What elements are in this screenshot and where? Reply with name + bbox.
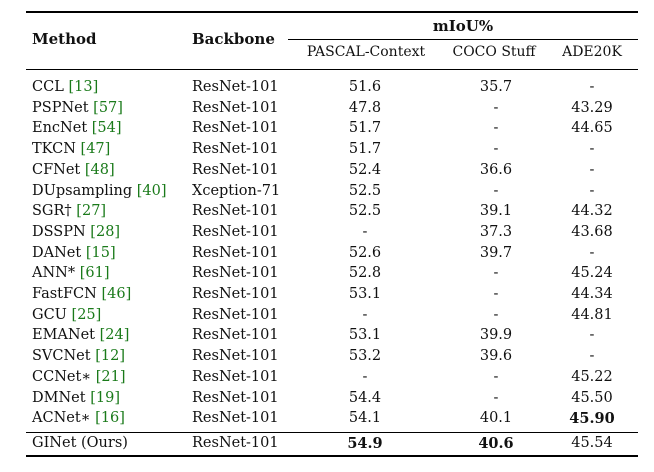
method-name (32, 181, 167, 202)
method-label: GCU (32, 306, 67, 323)
cite-bracket: ] (119, 410, 125, 427)
citation-link[interactable]: 16 (100, 410, 120, 427)
table-row (26, 160, 638, 181)
ade20k-value: 44.32 (571, 203, 613, 220)
method-label: SVCNet (32, 348, 91, 365)
backbone: ResNet-101 (192, 368, 279, 385)
ade20k-value: 45.90 (569, 410, 615, 428)
table-row (26, 263, 638, 284)
ade20k-value: 45.54 (571, 435, 613, 451)
coco-stuff-value: 40.6 (478, 435, 514, 452)
cite-bracket: [ (85, 244, 92, 261)
cite-bracket: ] (95, 306, 102, 323)
ade20k-value: - (589, 348, 595, 365)
ade20k-value: - (589, 244, 595, 261)
pascal-context-value: 54.4 (348, 389, 382, 406)
method-name (32, 139, 110, 160)
header-ade20k: ADE20K (562, 44, 622, 60)
method-name: GINet (Ours) (32, 435, 128, 451)
method-name (32, 284, 131, 305)
method-name (32, 222, 120, 243)
cite-bracket: ] (119, 368, 126, 385)
coco-stuff-value: 39.7 (479, 244, 513, 261)
cite-bracket: ] (103, 265, 110, 282)
citation-link[interactable]: 12 (100, 348, 120, 365)
method-name (32, 305, 101, 326)
method-name (32, 263, 110, 284)
cite-bracket: ] (115, 120, 122, 137)
coco-stuff-value: - (493, 286, 499, 302)
backbone: ResNet-101 (192, 327, 279, 344)
cite-bracket: ] (92, 79, 99, 95)
method-label: DMNet (32, 389, 86, 406)
cite-bracket: ] (119, 348, 126, 365)
coco-stuff-value: 40.1 (479, 410, 513, 427)
ade20k-value: 43.68 (571, 223, 613, 240)
method-label: EncNet (32, 120, 88, 137)
bottom-rule (26, 455, 638, 457)
cite-bracket: [ (90, 389, 96, 406)
method-label: DUpsampling (32, 182, 133, 199)
cite-bracket: [ (68, 79, 75, 95)
cite-bracket: [ (76, 203, 82, 220)
cite-bracket: ] (109, 244, 116, 261)
method-name (32, 408, 125, 429)
backbone: ResNet-101 (192, 223, 279, 240)
method-label: FastFCN (32, 286, 97, 302)
citation-link[interactable]: 54 (97, 120, 116, 137)
cite-bracket: [ (71, 306, 78, 323)
top-rule (26, 11, 638, 13)
cite-bracket: [ (95, 410, 101, 427)
ade20k-value: - (589, 79, 595, 95)
table-row (26, 284, 638, 305)
pascal-context-value: 52.4 (348, 161, 382, 178)
cite-bracket: [ (79, 265, 86, 282)
pascal-context-value: 47.8 (348, 99, 382, 116)
backbone: ResNet-101 (192, 389, 279, 406)
method-label: ANN* (32, 265, 76, 282)
method-label: CCL (32, 79, 64, 95)
cite-bracket: [ (95, 348, 101, 365)
results-table (26, 0, 638, 472)
cite-bracket: ] (125, 286, 132, 302)
pascal-context-value: 54.9 (347, 435, 383, 452)
table-row (26, 325, 638, 346)
cite-bracket: ] (160, 182, 167, 199)
backbone: ResNet-101 (192, 99, 279, 116)
citation-link[interactable]: 21 (101, 368, 120, 385)
ade20k-value: 45.22 (571, 368, 613, 385)
ade20k-value: 45.50 (571, 389, 613, 406)
ade20k-value: 44.65 (571, 120, 613, 137)
cite-bracket: [ (136, 182, 143, 199)
table-row (26, 98, 638, 119)
table-row (26, 243, 638, 264)
citation-link[interactable]: 57 (98, 99, 118, 116)
method-label: TKCN (32, 141, 76, 158)
pascal-context-value: 54.1 (348, 410, 382, 427)
method-name (32, 243, 116, 264)
ade20k-value: - (589, 182, 595, 199)
method-name (32, 388, 120, 409)
backbone: ResNet-101 (192, 265, 279, 282)
method-name (32, 367, 126, 388)
backbone: ResNet-101 (192, 141, 279, 158)
table-row (26, 201, 638, 222)
backbone: ResNet-101 (192, 203, 279, 220)
table-row (26, 346, 638, 367)
citation-link[interactable]: 48 (90, 161, 109, 178)
cite-bracket: ] (123, 327, 130, 344)
pascal-context-value: 53.1 (348, 286, 382, 302)
header-miou: mIoU% (432, 17, 494, 35)
header-coco-stuff: COCO Stuff (452, 44, 536, 60)
ade20k-value: 44.34 (571, 286, 613, 302)
cite-bracket: [ (90, 223, 96, 240)
method-label: ACNet∗ (32, 410, 91, 427)
header-pascal-context: PASCAL-Context (306, 44, 426, 60)
backbone: ResNet-101 (192, 161, 279, 178)
method-label: CCNet∗ (32, 368, 92, 385)
citation-link[interactable]: 25 (77, 306, 96, 323)
citation-link[interactable]: 47 (86, 141, 105, 158)
cite-bracket: [ (93, 99, 99, 116)
cite-bracket: [ (101, 286, 108, 302)
backbone: ResNet-101 (192, 79, 279, 95)
ade20k-value: 43.29 (571, 99, 613, 116)
citation-link[interactable]: 46 (107, 286, 126, 302)
cite-bracket: ] (114, 223, 121, 240)
backbone: ResNet-101 (192, 435, 279, 451)
method-name (32, 77, 98, 98)
citation-link[interactable]: 40 (142, 182, 161, 199)
pascal-context-value: 52.5 (348, 203, 382, 220)
pascal-context-value: 52.8 (348, 265, 382, 282)
citation-link[interactable]: 61 (85, 265, 104, 282)
coco-stuff-value: - (493, 389, 499, 406)
method-label: CFNet (32, 161, 81, 178)
pascal-context-value: - (362, 306, 368, 323)
coco-stuff-value: 35.7 (479, 79, 513, 95)
pascal-context-value: - (362, 368, 368, 385)
ade20k-value: - (589, 141, 595, 158)
cite-bracket: [ (80, 141, 87, 158)
cite-bracket: [ (91, 120, 98, 137)
method-label: EMANet (32, 327, 95, 344)
cite-bracket: [ (99, 327, 106, 344)
coco-stuff-value: - (493, 141, 499, 158)
table-row (26, 77, 638, 98)
backbone: ResNet-101 (192, 286, 279, 302)
coco-stuff-value: - (493, 306, 499, 323)
coco-stuff-value: - (493, 120, 499, 137)
ade20k-value: - (589, 327, 595, 344)
pascal-context-value: 53.2 (348, 348, 382, 365)
coco-stuff-value: 37.3 (479, 223, 513, 240)
coco-stuff-value: - (493, 368, 499, 385)
cite-bracket: ] (109, 161, 115, 178)
pascal-context-value: 53.1 (348, 327, 382, 344)
method-name (32, 325, 129, 346)
citation-link[interactable]: 13 (74, 79, 93, 95)
pascal-context-value: 52.5 (348, 182, 382, 199)
pascal-context-value: 51.7 (348, 120, 382, 137)
coco-stuff-value: 39.1 (479, 203, 513, 220)
citation-link[interactable]: 19 (95, 389, 115, 406)
citation-link[interactable]: 28 (95, 223, 115, 240)
backbone: Xception-71 (192, 182, 281, 199)
cite-bracket: ] (104, 141, 111, 158)
coco-stuff-value: - (493, 99, 499, 116)
citation-link[interactable]: 24 (105, 327, 124, 344)
table-row (26, 388, 638, 409)
header-rule (26, 69, 638, 70)
ade20k-value: - (589, 161, 595, 178)
table-row (26, 305, 638, 326)
backbone: ResNet-101 (192, 348, 279, 365)
backbone: ResNet-101 (192, 410, 279, 427)
cite-bracket: [ (95, 368, 102, 385)
backbone: ResNet-101 (192, 120, 279, 137)
citation-link[interactable]: 27 (81, 203, 101, 220)
backbone: ResNet-101 (192, 244, 279, 261)
method-name (32, 346, 125, 367)
citation-link[interactable]: 15 (91, 244, 110, 261)
method-name (32, 160, 115, 181)
coco-stuff-value: - (493, 182, 499, 199)
cite-bracket: ] (114, 389, 120, 406)
coco-stuff-value: 36.6 (479, 161, 513, 178)
pascal-context-value: 52.6 (348, 244, 382, 261)
header-method: Method (32, 30, 97, 48)
coco-stuff-value: - (493, 265, 499, 282)
method-label: DSSPN (32, 223, 86, 240)
table-row (26, 222, 638, 243)
ade20k-value: 45.24 (571, 265, 613, 282)
method-name (32, 98, 123, 119)
coco-stuff-value: 39.9 (479, 327, 513, 344)
header-backbone: Backbone (192, 30, 275, 48)
table-row (26, 408, 638, 429)
method-label: DANet (32, 244, 82, 261)
table-row-ours (26, 433, 638, 454)
method-label: PSPNet (32, 99, 89, 116)
miou-rule (288, 39, 638, 40)
table-row (26, 181, 638, 202)
cite-bracket: ] (117, 99, 123, 116)
pascal-context-value: 51.7 (348, 141, 382, 158)
table-row (26, 118, 638, 139)
pascal-context-value: 51.6 (348, 79, 382, 95)
cite-bracket: ] (100, 203, 107, 220)
method-name (32, 201, 106, 222)
backbone: ResNet-101 (192, 306, 279, 323)
pascal-context-value: - (362, 223, 368, 240)
ade20k-value: 44.81 (571, 306, 613, 323)
table-row (26, 367, 638, 388)
cite-bracket: [ (84, 161, 91, 178)
coco-stuff-value: 39.6 (479, 348, 513, 365)
method-label: SGR† (32, 203, 72, 220)
table-row (26, 139, 638, 160)
method-name (32, 118, 122, 139)
